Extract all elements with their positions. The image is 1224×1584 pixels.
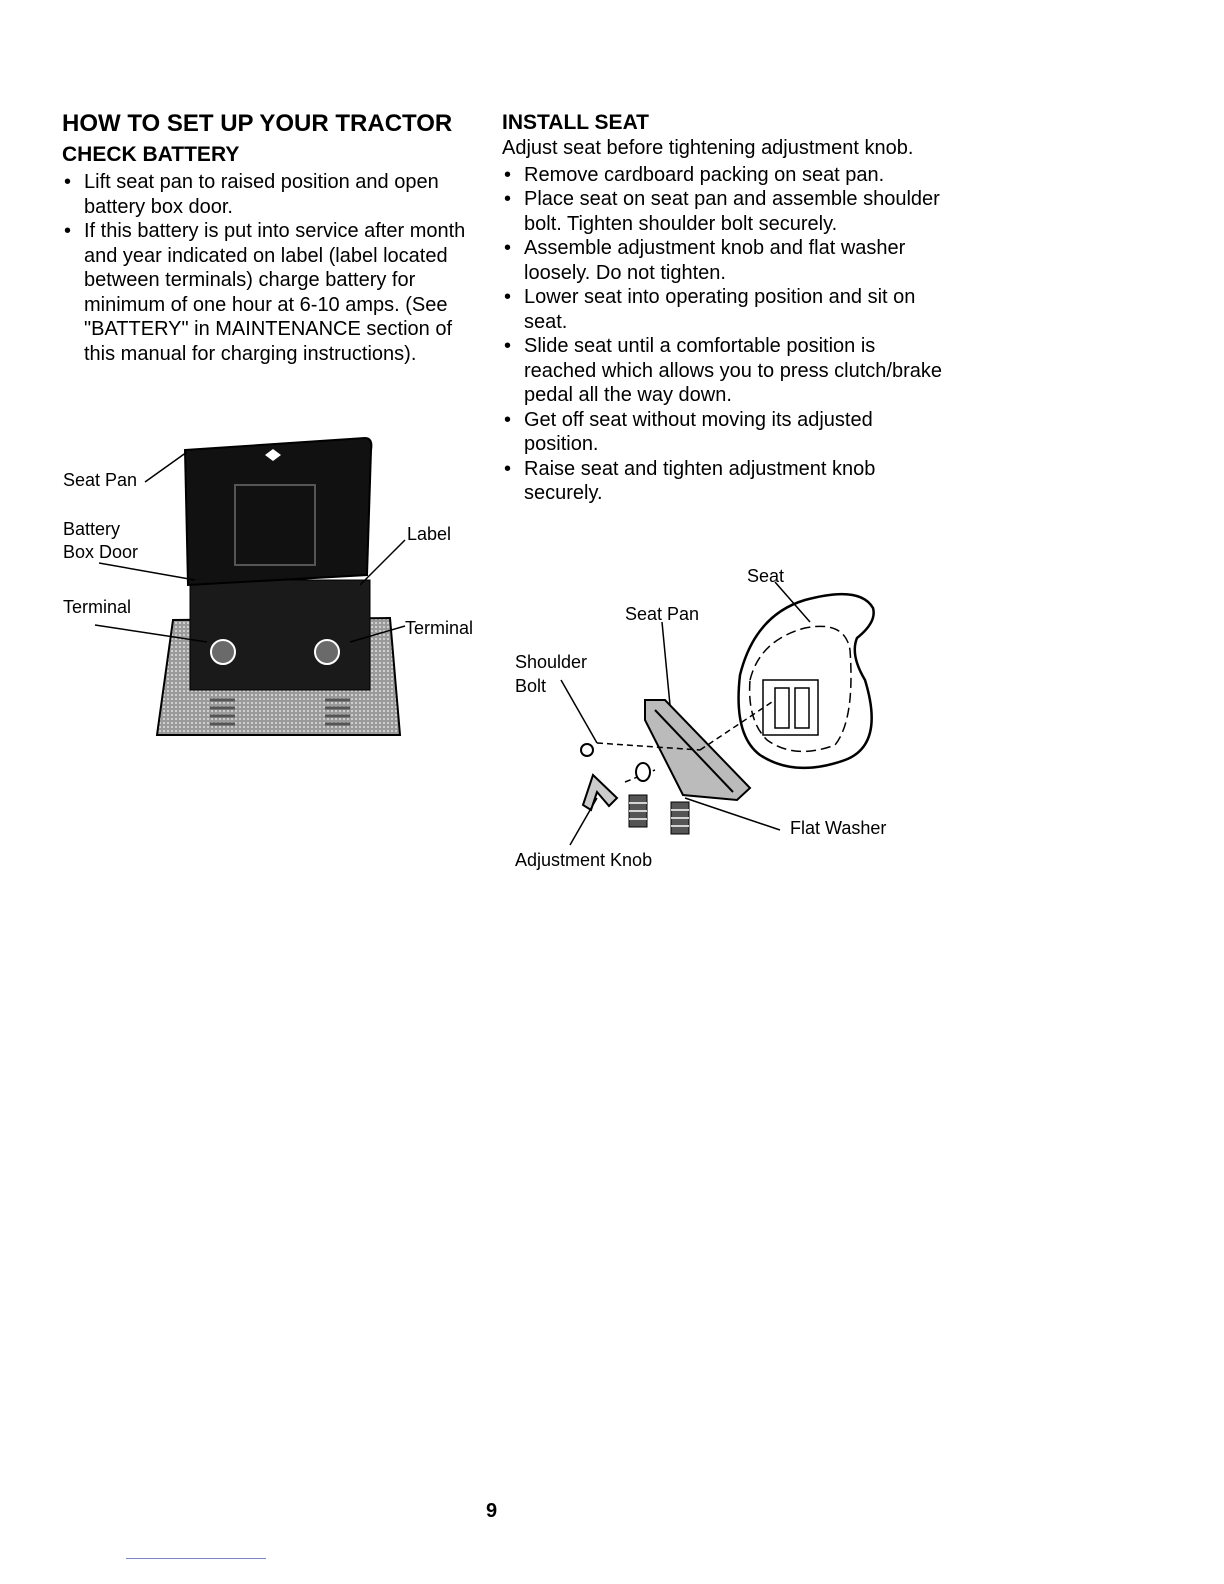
battery-section [62,110,482,366]
check-battery-heading: CHECK BATTERY [62,143,240,166]
list-item: • Lift seat pan to raised position and open battery box door. [62,170,482,219]
battery-figure [55,430,495,750]
seat-illustration [505,560,925,880]
flat-washer-label: Flat Washer [790,818,887,838]
battery-label-line1: Battery [63,519,121,539]
seat-pan-label: Seat Pan [625,604,700,624]
seat-pan-raised [185,438,371,585]
adjustment-knob-icon [583,775,617,810]
seat-label: Seat [747,566,785,586]
list-item: • Slide seat until a comfortable position is reached which allows you to press clutch/brake pedal all the way down. [502,334,942,408]
bottom-rule [126,1558,266,1559]
flat-washer-icon [636,763,650,781]
battery-illustration [55,430,495,750]
list-item: • Lower seat into operating position and sit on seat. [502,285,942,334]
seat-pan-label: Seat Pan [63,470,138,490]
shoulder-bolt-icon [581,744,593,756]
list-item: • Raise seat and tighten adjustment knob securely. [502,457,942,506]
page-number: 9 [486,1500,498,1522]
battery-label-line2: Box Door [63,542,139,562]
terminal-right-label: Terminal [405,618,474,638]
battery-steps [62,170,482,366]
battery-body [190,580,370,690]
list-item: • If this battery is put into service after month and year indicated on label (label located between terminals) charge battery for minimum of one hour at 6-10 amps. (See "BATTERY" in MAINTENANCE section of this manual for charging instructions). [62,219,482,366]
bolt-label: Bolt [515,676,547,696]
list-item: • Place seat on seat pan and assemble shoulder bolt. Tighten shoulder bolt securely. [502,187,942,236]
list-item: • Get off seat without moving its adjusted position. [502,408,942,457]
label-callout: Label [407,524,452,544]
adjustment-knob-label: Adjustment Knob [515,850,653,870]
terminal-left-icon [211,640,235,664]
install-seat-intro: Adjust seat before tightening adjustment knob. [502,137,914,159]
install-seat-section [502,110,942,506]
springs-icon [629,795,689,834]
terminal-right-icon [315,640,339,664]
terminal-left-label: Terminal [63,597,132,617]
list-item: • Remove cardboard packing on seat pan. [502,163,942,188]
shoulder-label: Shoulder [515,652,588,672]
page-title: HOW TO SET UP YOUR TRACTOR [62,110,453,137]
seat-steps [502,163,942,506]
list-item: • Assemble adjustment knob and flat washer loosely. Do not tighten. [502,236,942,285]
install-seat-heading: INSTALL SEAT [502,111,649,134]
seat-figure [505,560,925,880]
